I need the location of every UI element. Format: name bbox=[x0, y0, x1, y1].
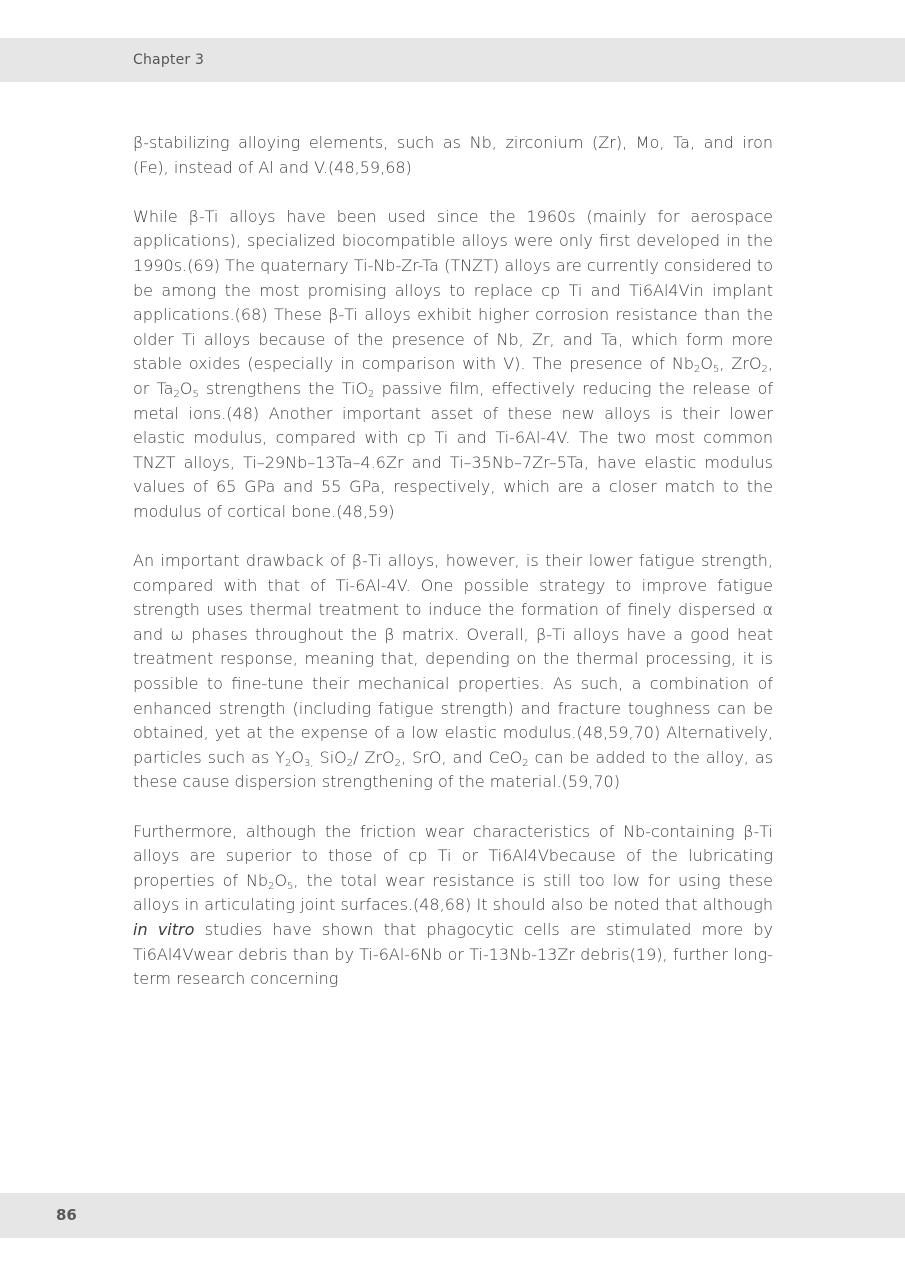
p2-text-c: , ZrO bbox=[719, 354, 762, 374]
subscript: 2 bbox=[173, 388, 180, 400]
body-text bbox=[133, 131, 773, 1016]
p2-text-b: O bbox=[700, 354, 713, 374]
p2-text-g: passive film, effectively reducing the release of metal ions.(48) Another important asset of these new alloys is their lower elastic modulus, compared with cp Ti and Ti-6Al-4V. The two most common TNZT alloys, Ti–29Nb–13Ta–4.6Zr and Ti–35Nb–7Zr–5Ta, have elastic modulus values of 65 GPa and 55 GPa, respectively, which are a closer match to the modulus of cortical bone.(48,59) bbox=[133, 378, 773, 521]
subscript: 2 bbox=[394, 757, 402, 769]
paragraph-2 bbox=[133, 205, 773, 525]
subscript: 2 bbox=[693, 364, 701, 376]
p4-text-a: Furthermore, although the friction wear characteristics of Nb-containing β-Ti alloys are superior to those of cp Ti or Ti6Al4Vbecause of the lubricating properties of Nb bbox=[133, 821, 773, 890]
page-number: 86 bbox=[56, 1206, 77, 1224]
italic-term: in vitro bbox=[133, 920, 195, 939]
chapter-label: Chapter 3 bbox=[133, 52, 205, 68]
p3-text-a: An important drawback of β-Ti alloys, however, is their lower fatigue strength, compared with that of Ti-6Al-4V. One possible strategy to improve fatigue strength uses thermal treatment to induce the formation of finely dispersed α and ω phases throughout the β matrix. Overall, β-Ti alloys have a good heat treatment response, meaning that, depending on the thermal processing, it is possible to fine-tune their mechanical properties. As such, a combination of enhanced strength (including fatigue strength) and fracture toughness can be obtained, yet at the expense of a low elastic modulus.(48,59,70) Alternatively, particles such as Y bbox=[133, 551, 773, 767]
paragraph-1-text: β-stabilizing alloying elements, such as Nb, zirconium (Zr), Mo, Ta, and iron (Fe), instead of Al and V.(48,59,68) bbox=[133, 133, 773, 177]
subscript: 2 bbox=[761, 364, 768, 376]
subscript: 2 bbox=[522, 757, 529, 769]
subscript: 2 bbox=[346, 757, 354, 769]
paragraph-4 bbox=[133, 820, 773, 992]
p3-text-c: SiO bbox=[313, 747, 347, 767]
p2-text-f: strengthens the TiO bbox=[198, 378, 369, 398]
p3-text-b: O bbox=[291, 747, 304, 767]
p3-text-e: , SrO, and CeO bbox=[401, 747, 523, 767]
p2-text-e: O bbox=[179, 378, 193, 398]
p2-text-a: While β-Ti alloys have been used since the 1960s (mainly for aerospace applications), specialized biocompatible alloys were only first developed in the 1990s.(69) The quaternary Ti-Nb-Zr-Ta (TNZT) alloys are currently considered to be among the most promising alloys to replace cp Ti and Ti6Al4Vin implant applications.(68) These β-Ti alloys exhibit higher corrosion resistance than the older Ti alloys because of the presence of Nb, Zr, and Ta, which form more stable oxides (especially in comparison with V). The presence of Nb bbox=[133, 206, 773, 374]
p4-text-d: studies have shown that phagocytic cells are stimulated more by Ti6Al4Vwear debris than by Ti-6Al-6Nb or Ti-13Nb-13Zr debris(19), further long-term research concerning bbox=[133, 920, 773, 989]
running-header bbox=[0, 38, 905, 82]
subscript: 2 bbox=[368, 388, 375, 400]
paragraph-1 bbox=[133, 131, 773, 180]
p3-text-f: can be added to the alloy, as these cause dispersion strengthening of the material.(59,70) bbox=[133, 747, 774, 792]
p4-text-c: , the total wear resistance is still too low for using these alloys in articulating joint surfaces.(48,68) It should also be noted that although bbox=[133, 870, 774, 915]
subscript: 2 bbox=[268, 880, 275, 892]
subscript: 5 bbox=[192, 388, 199, 400]
running-footer bbox=[0, 1193, 905, 1238]
subscript: 2 bbox=[285, 757, 292, 769]
subscript: 5 bbox=[712, 364, 720, 376]
p2-text-d: , or Ta bbox=[133, 354, 774, 398]
subscript: 3, bbox=[304, 757, 314, 769]
p4-text-b: O bbox=[274, 870, 288, 890]
paragraph-3 bbox=[133, 549, 773, 795]
p3-text-d: / ZrO bbox=[353, 747, 395, 767]
subscript: 5 bbox=[287, 880, 294, 892]
